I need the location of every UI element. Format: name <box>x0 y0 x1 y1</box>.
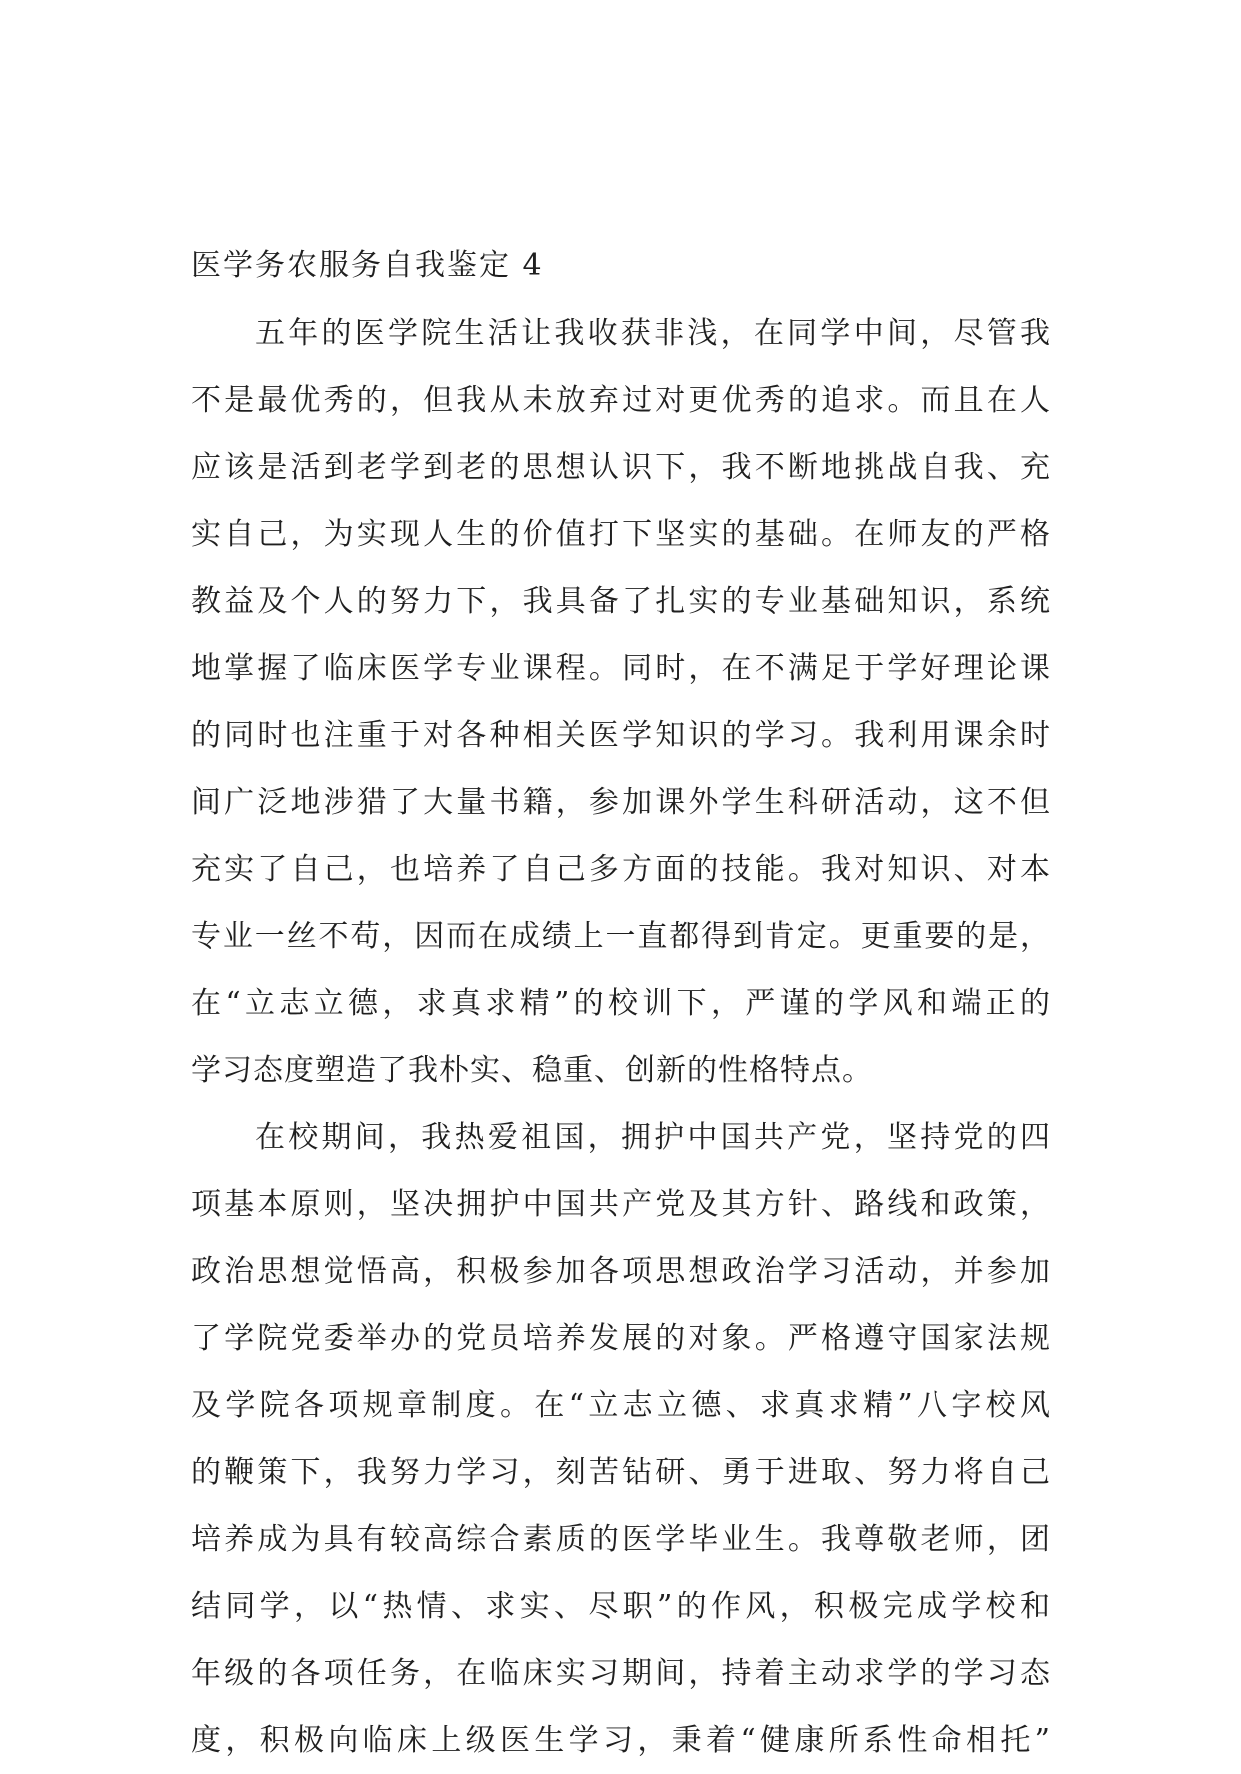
text-line: 教益及个人的努力下，我具备了扎实的专业基础知识，系统 <box>191 584 1051 619</box>
paragraph-2 <box>191 1104 1051 1774</box>
text-line: 培养成为具有较高综合素质的医学毕业生。我尊敬老师，团 <box>191 1522 1051 1557</box>
text-line: 五年的医学院生活让我收获非浅，在同学中间，尽管我 <box>255 316 1051 351</box>
text-line: 项基本原则，坚决拥护中国共产党及其方针、路线和政策， <box>191 1187 1051 1222</box>
text-line: 应该是活到老学到老的思想认识下，我不断地挑战自我、充 <box>191 450 1051 485</box>
text-line: 政治思想觉悟高，积极参加各项思想政治学习活动，并参加 <box>191 1254 1051 1289</box>
document-title: 医学务农服务自我鉴定 4 <box>191 248 544 283</box>
text-line: 专业一丝不苟，因而在成绩上一直都得到肯定。更重要的是， <box>191 919 1051 954</box>
text-line: 在校期间，我热爱祖国，拥护中国共产党，坚持党的四 <box>255 1120 1051 1155</box>
text-line: 结同学，以“热情、求实、尽职”的作风，积极完成学校和 <box>191 1589 1051 1624</box>
text-line: 地掌握了临床医学专业课程。同时，在不满足于学好理论课 <box>191 651 1051 686</box>
paragraph-1 <box>191 300 1051 1104</box>
document-body <box>191 246 1051 1774</box>
text-line: 间广泛地涉猎了大量书籍，参加课外学生科研活动，这不但 <box>191 785 1051 820</box>
text-line: 度，积极向临床上级医生学习，秉着“健康所系性命相托” <box>191 1723 1051 1758</box>
text-line: 的同时也注重于对各种相关医学知识的学习。我利用课余时 <box>191 718 1051 753</box>
text-line: 不是最优秀的，但我从未放弃过对更优秀的追求。而且在人 <box>191 383 1051 418</box>
text-line: 及学院各项规章制度。在“立志立德、求真求精”八字校风 <box>191 1388 1051 1423</box>
text-line: 实自己，为实现人生的价值打下坚实的基础。在师友的严格 <box>191 517 1051 552</box>
text-line: 的鞭策下，我努力学习，刻苦钻研、勇于进取、努力将自己 <box>191 1455 1051 1490</box>
text-line: 了学院党委举办的党员培养发展的对象。严格遵守国家法规 <box>191 1321 1051 1356</box>
text-line: 在“立志立德，求真求精”的校训下，严谨的学风和端正的 <box>191 986 1051 1021</box>
text-line: 充实了自己，也培养了自己多方面的技能。我对知识、对本 <box>191 852 1051 887</box>
text-line: 年级的各项任务，在临床实习期间，持着主动求学的学习态 <box>191 1656 1051 1691</box>
text-line: 学习态度塑造了我朴实、稳重、创新的性格特点。 <box>191 1053 873 1088</box>
